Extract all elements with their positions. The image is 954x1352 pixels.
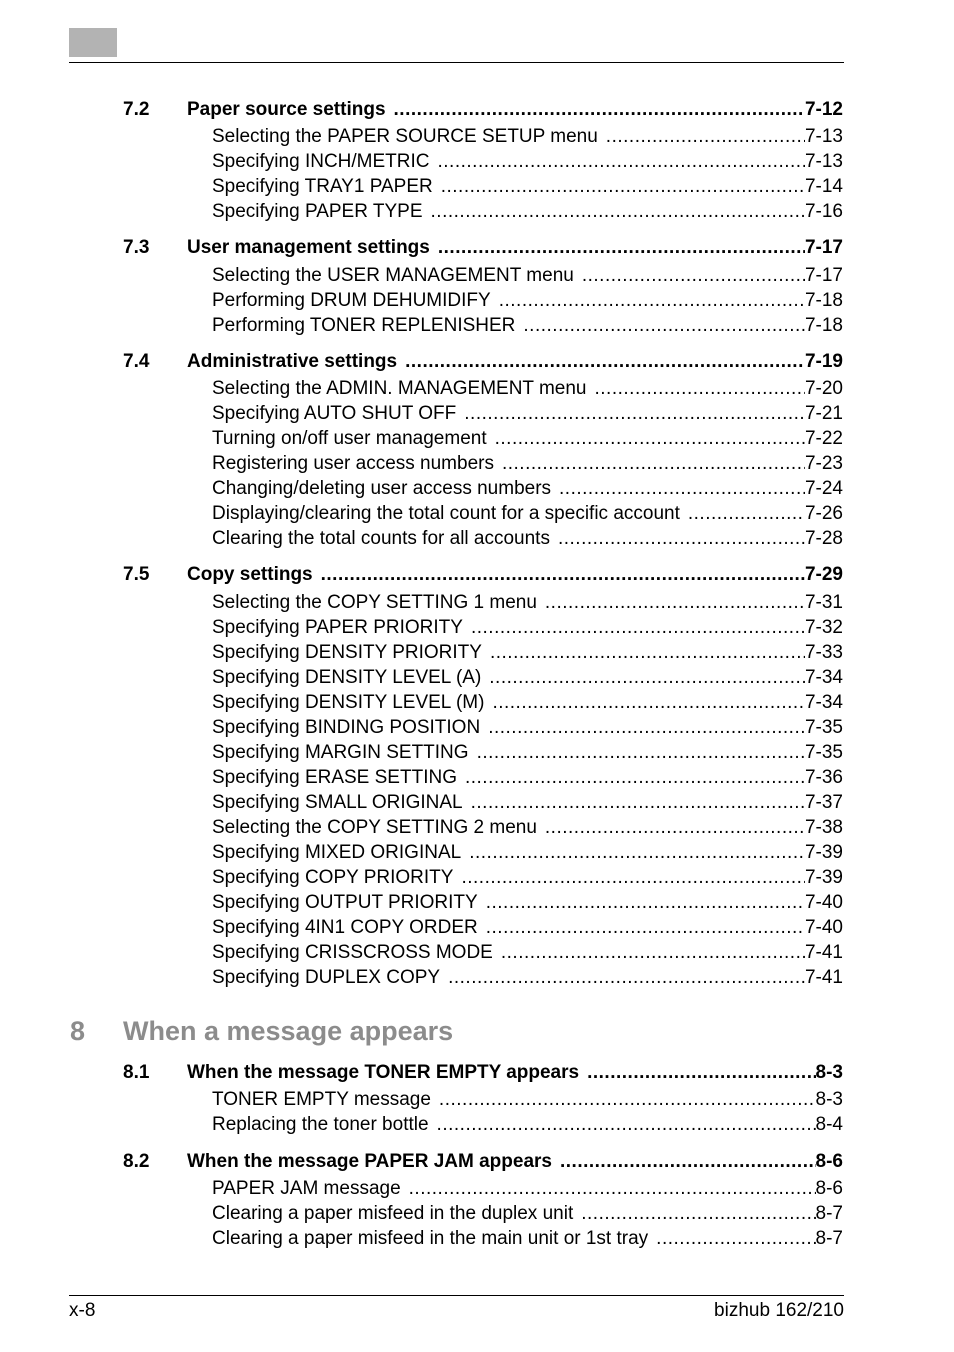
toc-subsection-entry[interactable]	[0, 1201, 954, 1226]
toc-page-number: 7-24	[804, 478, 843, 499]
toc-page-number: 7-33	[804, 642, 843, 663]
toc-leader-dots	[558, 526, 805, 551]
toc-leader-dots	[438, 235, 805, 260]
toc-line	[212, 288, 843, 313]
toc-page-number: 7-32	[804, 617, 843, 638]
toc-section-entry[interactable]	[0, 1149, 954, 1174]
toc-page-number: 7-41	[804, 942, 843, 963]
toc-subsection-entry[interactable]	[0, 1176, 954, 1201]
toc-page-number: 8-6	[815, 1151, 843, 1172]
toc-page-number: 8-7	[815, 1203, 843, 1224]
toc-page-number: 8-3	[815, 1089, 843, 1110]
toc-line	[212, 1226, 843, 1251]
toc-title: User management settings	[187, 237, 430, 258]
toc-page-number: 7-19	[804, 351, 843, 372]
toc-leader-dots	[465, 765, 805, 790]
toc-subsection-entry[interactable]	[0, 765, 954, 790]
toc-leader-dots	[437, 1112, 816, 1137]
toc-line	[212, 426, 843, 451]
toc-leader-dots	[581, 1201, 815, 1226]
toc-title: Specifying PAPER PRIORITY	[212, 617, 463, 638]
toc-subsection-entry[interactable]	[0, 815, 954, 840]
toc-title: Selecting the PAPER SOURCE SETUP menu	[212, 126, 598, 147]
toc-subsection-entry[interactable]	[0, 965, 954, 990]
toc-leader-dots	[545, 590, 805, 615]
toc-leader-dots	[595, 376, 805, 401]
toc-leader-dots	[501, 940, 805, 965]
toc-leader-dots	[471, 615, 805, 640]
toc-section-number: 7.5	[123, 564, 150, 585]
toc-section-number: 8.1	[123, 1062, 150, 1083]
toc-title: Specifying ERASE SETTING	[212, 767, 457, 788]
toc-subsection-entry[interactable]	[0, 915, 954, 940]
toc-subsection-entry[interactable]	[0, 1087, 954, 1112]
toc-line	[212, 313, 843, 338]
toc-leader-dots	[448, 965, 805, 990]
toc-page-number: 8-6	[815, 1178, 843, 1199]
toc-line	[212, 915, 843, 940]
toc-title: Specifying OUTPUT PRIORITY	[212, 892, 478, 913]
toc-line	[187, 1149, 843, 1174]
toc-title: Performing TONER REPLENISHER	[212, 315, 516, 336]
page-number: x-8	[69, 1300, 96, 1321]
toc-leader-dots	[523, 313, 805, 338]
toc-subsection-entry[interactable]	[0, 665, 954, 690]
toc-leader-dots	[656, 1226, 815, 1251]
toc-page-number: 7-40	[804, 917, 843, 938]
toc-line	[212, 890, 843, 915]
toc-page-number: 7-34	[804, 692, 843, 713]
toc-title: Replacing the toner bottle	[212, 1114, 429, 1135]
toc-leader-dots	[559, 476, 805, 501]
toc-subsection-entry[interactable]	[0, 690, 954, 715]
toc-leader-dots	[477, 740, 805, 765]
toc-leader-dots	[490, 640, 805, 665]
toc-title: Specifying DENSITY LEVEL (A)	[212, 667, 482, 688]
toc-page-number: 7-17	[804, 265, 843, 286]
toc-subsection-entry[interactable]	[0, 263, 954, 288]
header-gray-block	[69, 28, 117, 57]
toc-title: Specifying MARGIN SETTING	[212, 742, 469, 763]
toc-subsection-entry[interactable]	[0, 865, 954, 890]
toc-subsection-entry[interactable]	[0, 715, 954, 740]
toc-leader-dots	[469, 840, 805, 865]
toc-title: Selecting the COPY SETTING 1 menu	[212, 592, 537, 613]
toc-section-entry[interactable]	[0, 349, 954, 374]
toc-page-number: 7-12	[804, 99, 843, 120]
toc-line	[212, 790, 843, 815]
toc-line	[187, 562, 843, 587]
toc-subsection-entry[interactable]	[0, 790, 954, 815]
toc-subsection-entry[interactable]	[0, 401, 954, 426]
toc-title: TONER EMPTY message	[212, 1089, 431, 1110]
toc-subsection-entry[interactable]	[0, 615, 954, 640]
toc-line	[212, 1087, 843, 1112]
toc-line	[212, 940, 843, 965]
toc-page-number: 7-13	[804, 151, 843, 172]
toc-title: Clearing a paper misfeed in the duplex unit	[212, 1203, 574, 1224]
toc-leader-dots	[545, 815, 805, 840]
toc-title: Copy settings	[187, 564, 313, 585]
toc-page-number: 7-18	[804, 290, 843, 311]
toc-section-entry[interactable]	[0, 1060, 954, 1085]
toc-page-number: 7-35	[804, 717, 843, 738]
toc-line	[187, 97, 843, 122]
toc-page-number: 8-7	[815, 1228, 843, 1249]
toc-section-number: 7.4	[123, 351, 150, 372]
toc-leader-dots	[486, 915, 805, 940]
toc-leader-dots	[439, 1087, 816, 1112]
toc-section-entry[interactable]	[0, 97, 954, 122]
toc-leader-dots	[464, 401, 805, 426]
toc-leader-dots	[438, 149, 805, 174]
toc-line	[212, 765, 843, 790]
toc-page-number: 8-4	[815, 1114, 843, 1135]
toc-page-number: 7-26	[804, 503, 843, 524]
toc-title: Selecting the ADMIN. MANAGEMENT menu	[212, 378, 587, 399]
toc-title: Specifying DENSITY PRIORITY	[212, 642, 482, 663]
header-rule	[69, 62, 844, 63]
toc-leader-dots	[606, 124, 805, 149]
toc-title: Changing/deleting user access numbers	[212, 478, 552, 499]
toc-title: Paper source settings	[187, 99, 386, 120]
toc-line	[187, 349, 843, 374]
toc-line	[212, 376, 843, 401]
toc-page-number: 7-39	[804, 842, 843, 863]
toc-subsection-entry[interactable]	[0, 174, 954, 199]
chapter-heading	[0, 1012, 954, 1052]
toc-subsection-entry[interactable]	[0, 199, 954, 224]
toc-subsection-entry[interactable]	[0, 1112, 954, 1137]
toc-line	[212, 740, 843, 765]
toc-line	[212, 476, 843, 501]
toc-page-number: 7-28	[804, 528, 843, 549]
toc-page-number: 7-21	[804, 403, 843, 424]
toc-subsection-entry[interactable]	[0, 476, 954, 501]
toc-title: Performing DRUM DEHUMIDIFY	[212, 290, 491, 311]
toc-leader-dots	[488, 715, 805, 740]
toc-title: Registering user access numbers	[212, 453, 494, 474]
toc-page-number: 7-29	[804, 564, 843, 585]
toc-page-number: 7-40	[804, 892, 843, 913]
toc-line	[212, 865, 843, 890]
toc-line	[212, 199, 843, 224]
toc-page-number: 7-37	[804, 792, 843, 813]
toc-subsection-entry[interactable]	[0, 124, 954, 149]
toc-line	[212, 965, 843, 990]
toc-title: Specifying BINDING POSITION	[212, 717, 481, 738]
toc-title: Specifying INCH/METRIC	[212, 151, 430, 172]
toc-title: Selecting the USER MANAGEMENT menu	[212, 265, 574, 286]
toc-line	[212, 526, 843, 551]
chapter-number: 8	[70, 1016, 86, 1046]
toc-line	[212, 715, 843, 740]
toc-line	[187, 1060, 843, 1085]
toc-leader-dots	[582, 263, 805, 288]
toc-line	[187, 235, 843, 260]
toc-leader-dots	[492, 690, 805, 715]
toc-line	[212, 1201, 843, 1226]
toc-subsection-entry[interactable]	[0, 426, 954, 451]
toc-title: Clearing the total counts for all accounts	[212, 528, 550, 549]
toc-line	[212, 640, 843, 665]
toc-leader-dots	[441, 174, 805, 199]
toc-subsection-entry[interactable]	[0, 313, 954, 338]
toc-line	[212, 615, 843, 640]
toc-line	[212, 501, 843, 526]
toc-leader-dots	[499, 288, 805, 313]
toc-line	[212, 451, 843, 476]
toc-line	[212, 665, 843, 690]
toc-title: Specifying DUPLEX COPY	[212, 967, 441, 988]
toc-leader-dots	[461, 865, 805, 890]
chapter-title: When a message appears	[123, 1016, 454, 1046]
toc-leader-dots	[471, 790, 805, 815]
toc-subsection-entry[interactable]	[0, 149, 954, 174]
toc-page-number: 7-38	[804, 817, 843, 838]
toc-title: Specifying SMALL ORIGINAL	[212, 792, 463, 813]
toc-section-number: 7.3	[123, 237, 150, 258]
toc-line	[212, 149, 843, 174]
toc-page-number: 7-22	[804, 428, 843, 449]
toc-title: Specifying 4IN1 COPY ORDER	[212, 917, 478, 938]
toc-line	[212, 124, 843, 149]
toc-subsection-entry[interactable]	[0, 1226, 954, 1251]
toc-line	[212, 1176, 843, 1201]
toc-title: When the message PAPER JAM appears	[187, 1151, 552, 1172]
toc-leader-dots	[431, 199, 805, 224]
toc-title: PAPER JAM message	[212, 1178, 401, 1199]
toc-page-number: 7-36	[804, 767, 843, 788]
toc-page-number: 7-17	[804, 237, 843, 258]
toc-page-number: 7-18	[804, 315, 843, 336]
toc-leader-dots	[394, 97, 805, 122]
toc-title: Displaying/clearing the total count for a specific account	[212, 503, 680, 524]
toc-leader-dots	[486, 890, 805, 915]
toc-leader-dots	[587, 1060, 815, 1085]
toc-leader-dots	[495, 426, 805, 451]
toc-page-number: 7-39	[804, 867, 843, 888]
toc-page-number: 7-13	[804, 126, 843, 147]
toc-subsection-entry[interactable]	[0, 890, 954, 915]
toc-subsection-entry[interactable]	[0, 840, 954, 865]
toc-leader-dots	[502, 451, 805, 476]
toc-page-number: 7-16	[804, 201, 843, 222]
toc-section-entry[interactable]	[0, 562, 954, 587]
toc-title: Selecting the COPY SETTING 2 menu	[212, 817, 537, 838]
toc-page-number: 7-14	[804, 176, 843, 197]
toc-subsection-entry[interactable]	[0, 526, 954, 551]
toc-title: Specifying COPY PRIORITY	[212, 867, 454, 888]
toc-subsection-entry[interactable]	[0, 376, 954, 401]
toc-section-number: 8.2	[123, 1151, 150, 1172]
toc-subsection-entry[interactable]	[0, 501, 954, 526]
footer-rule	[69, 1295, 844, 1296]
toc-section-number: 7.2	[123, 99, 150, 120]
toc-title: Specifying AUTO SHUT OFF	[212, 403, 457, 424]
toc-subsection-entry[interactable]	[0, 451, 954, 476]
toc-page-number: 7-34	[804, 667, 843, 688]
product-name: bizhub 162/210	[714, 1300, 844, 1321]
toc-page-number: 7-20	[804, 378, 843, 399]
toc-page-number: 7-31	[804, 592, 843, 613]
toc-line	[212, 815, 843, 840]
toc-line	[212, 1112, 843, 1137]
toc-title: When the message TONER EMPTY appears	[187, 1062, 580, 1083]
toc-subsection-entry[interactable]	[0, 940, 954, 965]
toc-line	[212, 840, 843, 865]
toc-leader-dots	[489, 665, 805, 690]
toc-title: Turning on/off user management	[212, 428, 487, 449]
toc-subsection-entry[interactable]	[0, 288, 954, 313]
toc-section-entry[interactable]	[0, 235, 954, 260]
toc-title: Specifying TRAY1 PAPER	[212, 176, 433, 197]
toc-line	[212, 401, 843, 426]
toc-page-number: 7-35	[804, 742, 843, 763]
toc-page-number: 7-23	[804, 453, 843, 474]
toc-line	[212, 590, 843, 615]
toc-title: Clearing a paper misfeed in the main unit or 1st tray	[212, 1228, 649, 1249]
toc-leader-dots	[405, 349, 805, 374]
toc-leader-dots	[409, 1176, 816, 1201]
toc-leader-dots	[321, 562, 805, 587]
toc-leader-dots	[688, 501, 805, 526]
toc-subsection-entry[interactable]	[0, 640, 954, 665]
toc-title: Administrative settings	[187, 351, 398, 372]
toc-line	[212, 174, 843, 199]
toc-title: Specifying MIXED ORIGINAL	[212, 842, 462, 863]
toc-page-number: 8-3	[815, 1062, 843, 1083]
toc-subsection-entry[interactable]	[0, 740, 954, 765]
toc-title: Specifying DENSITY LEVEL (M)	[212, 692, 485, 713]
toc-subsection-entry[interactable]	[0, 590, 954, 615]
toc-leader-dots	[560, 1149, 816, 1174]
toc-page-number: 7-41	[804, 967, 843, 988]
toc-line	[212, 263, 843, 288]
toc-title: Specifying PAPER TYPE	[212, 201, 423, 222]
toc-title: Specifying CRISSCROSS MODE	[212, 942, 493, 963]
toc-line	[212, 690, 843, 715]
